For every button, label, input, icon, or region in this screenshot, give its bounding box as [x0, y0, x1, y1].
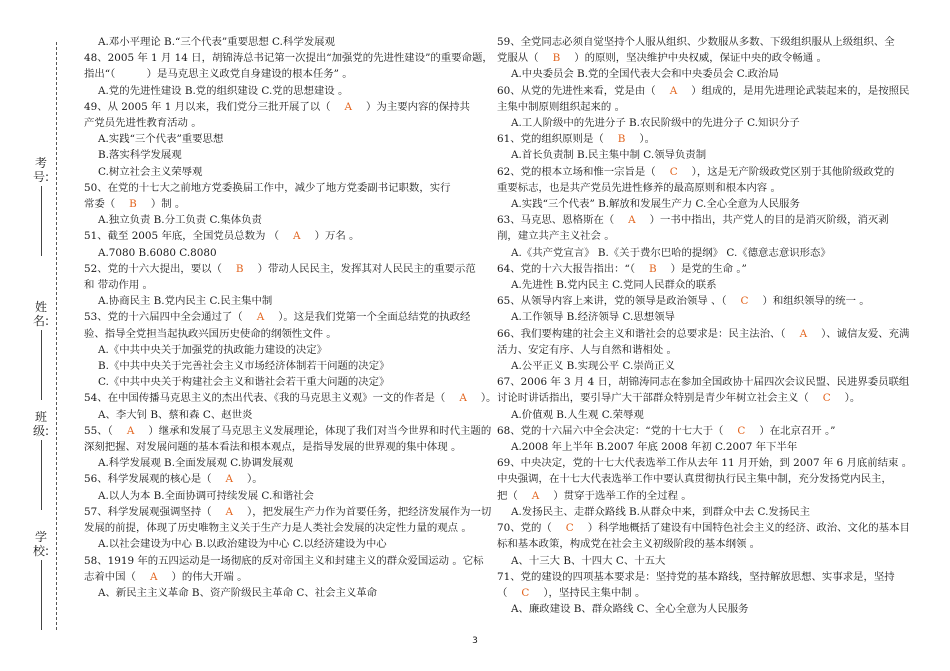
- school-label: 学校:: [32, 530, 50, 558]
- option-line: [84, 212, 496, 228]
- line-text-tail: ）。: [639, 133, 655, 146]
- question-line: [84, 504, 496, 520]
- line-text-tail: ）贯穿于选举工作的全过程 。: [553, 489, 692, 502]
- answer-mark: A: [669, 84, 678, 97]
- question-line: [84, 180, 496, 196]
- line-text: 把（: [497, 489, 518, 502]
- question-line: [84, 228, 496, 244]
- line-text: 指出“（: [84, 68, 116, 81]
- dashed-cut-line: [56, 42, 57, 630]
- answer-mark: A: [225, 505, 234, 518]
- line-text: A.党的先进性建设 B.党的组织建设 C.党的思想建设 。: [98, 84, 349, 97]
- line-text: 67、2006 年 3 月 4 日，胡锦涛同志在参加全国政协十届四次会议民盟、民进界委员联组: [497, 376, 910, 389]
- line-text: 发展的前提，体现了历史唯物主义关于生产力是人类社会发展的决定性力量的观点 。: [84, 522, 472, 535]
- line-text: A.价值观 B.人生观 C.荣辱观: [511, 408, 644, 421]
- question-line: [84, 520, 496, 536]
- line-text: 中央强调，在十七大代表选举工作中要认真贯彻执行民主集中制，充分发扬党内民主，: [497, 473, 892, 486]
- line-text: A.发扬民主、走群众路线 B.从群众中来，到群众中去 C.发扬民主: [511, 505, 810, 518]
- option-line: [497, 439, 922, 455]
- line-text: 71、党的建设的四项基本要求是：坚持党的基本路线，坚持解放思想、实事求是，坚持: [497, 570, 895, 583]
- question-line: [84, 326, 496, 342]
- question-line: [497, 83, 922, 99]
- line-text: 63、马克思、恩格斯在（: [497, 214, 615, 227]
- question-line: [84, 309, 496, 325]
- question-line: [497, 342, 922, 358]
- option-line: [497, 358, 922, 374]
- line-text-tail: ）。: [247, 473, 263, 486]
- line-text: 讨论时讲话指出，要引导广大干部群众特别是青少年树立社会主义（: [497, 392, 809, 405]
- question-line: [497, 326, 922, 342]
- line-text: 和 带动作用 。: [84, 279, 153, 292]
- line-text: A.先进性 B.党内民主 C.党同人民群众的联系: [511, 279, 717, 292]
- line-text-tail: ）为主要内容的保持共: [366, 100, 470, 113]
- line-text: 66、我们要构建的社会主义和谐社会的总要求是：民主法治、（: [497, 327, 786, 340]
- line-text: 59、全党同志必须自觉坚持个人服从组织、少数服从多数、下级组织服从上级组织、全: [497, 36, 895, 48]
- line-text: 51、截至 2005 年底，全国党员总数为 （: [84, 230, 280, 243]
- line-text: 常委（: [84, 198, 116, 211]
- option-line: [497, 601, 922, 617]
- line-text: A.工人阶级中的先进分子 B.农民阶级中的先进分子 C.知识分子: [511, 117, 800, 130]
- answer-mark: B: [129, 198, 137, 211]
- question-line: [497, 585, 922, 601]
- question-line: [497, 50, 922, 66]
- binding-margin: [0, 0, 68, 671]
- line-text-tail: ）制 。: [150, 198, 186, 211]
- line-text-tail: ）是党的生命 。”: [670, 262, 747, 275]
- line-text: 54、在中国传播马克思主义的杰出代表、《我的马克思主义观》一文的作者是（: [84, 392, 446, 405]
- option-line: [84, 455, 496, 471]
- line-text-tail: ）带动人民民主，发挥其对人民民主的重要示范: [257, 262, 476, 275]
- option-line: [84, 488, 496, 504]
- class-field: [32, 410, 50, 510]
- answer-mark: A: [293, 230, 301, 243]
- question-line: [497, 131, 922, 147]
- option-line: [497, 115, 922, 131]
- question-line: [497, 488, 922, 504]
- question-line: [84, 439, 496, 455]
- line-text-tail: ）。: [480, 392, 496, 405]
- question-line: [497, 471, 922, 487]
- line-text: 55、（: [84, 424, 113, 437]
- line-text: A.独立负责 B.分工负责 C.集体负责: [98, 214, 262, 227]
- school-line: [41, 560, 42, 630]
- line-text: 68、党的十六届六中全会决定：“党的十七大于（: [497, 424, 724, 437]
- line-text: 60、从党的先进性来看，党是由（: [497, 84, 656, 97]
- line-text: 深刻把握、对发展问题的基本看法和根本观点，是指导发展的世界观的集中体现 。: [84, 441, 462, 454]
- line-text-tail: ），坚持民主集中制 。: [543, 586, 646, 599]
- line-text: A.以社会建设为中心 B.以政治建设为中心 C.以经济建设为中心: [98, 538, 387, 551]
- line-text: 党服从（: [497, 52, 539, 65]
- answer-mark: A: [459, 392, 467, 405]
- option-line: [84, 585, 496, 601]
- question-line: [497, 536, 922, 552]
- option-line: [497, 504, 922, 520]
- line-text: B.《中共中央关于完善社会主义市场经济体制若干问题的决定》: [98, 360, 390, 373]
- left-column: [84, 34, 496, 601]
- line-text-tail: ）和组织领导的统一 。: [762, 295, 870, 308]
- option-line: [84, 245, 496, 261]
- question-line: [84, 471, 496, 487]
- exam-number-label: 考号:: [32, 156, 50, 184]
- line-text: A.首长负责制 B.民主集中制 C.领导负责制: [511, 149, 707, 162]
- line-text: 64、党的十六大报告指出：“（: [497, 262, 636, 275]
- answer-mark: A: [225, 473, 234, 486]
- line-text-tail: ）一书中指出，共产党人的目的是消灭阶级，消灭剥: [649, 214, 889, 227]
- line-text: 验、指导全党担当起执政兴国历史使命的纲领性文件 。: [84, 327, 337, 340]
- answer-mark: B: [617, 133, 626, 146]
- question-line: [497, 569, 922, 585]
- line-text: A.《共产党宣言》 B.《关于费尔巴哈的提纲》 C.《德意志意识形态》: [511, 246, 831, 259]
- line-text-tail: ）的原则，坚决维护中央权威，保证中央的政令畅通 。: [574, 52, 827, 65]
- option-line: [84, 131, 496, 147]
- question-line: [497, 293, 922, 309]
- option-line: [84, 374, 496, 390]
- line-text: C.《中共中央关于构建社会主义和谐社会若干重大问题的决定》: [98, 376, 390, 389]
- answer-mark: B: [235, 262, 244, 275]
- option-line: [84, 536, 496, 552]
- option-line: [497, 196, 922, 212]
- answer-mark: A: [344, 100, 353, 113]
- option-line: [84, 342, 496, 358]
- line-text: C.树立社会主义荣辱观: [98, 165, 203, 178]
- line-text: 产党员先进性教育活动 。: [84, 117, 202, 130]
- line-text: 57、科学发展观强调坚持（: [84, 505, 212, 518]
- line-text: 52、党的十六大提出，要以（: [84, 262, 222, 275]
- question-line: [84, 196, 496, 212]
- line-text: A.实践“三个代表”重要思想: [98, 133, 224, 146]
- answer-mark: [115, 68, 146, 80]
- answer-mark: C: [822, 392, 831, 405]
- option-line: [497, 553, 922, 569]
- line-text: 志着中国（: [84, 570, 136, 583]
- line-text: 61、党的组织原则是（: [497, 133, 604, 146]
- line-text-tail: ）科学地概括了建设有中国特色社会主义的经济、政治、文化的基本目: [587, 522, 910, 535]
- option-line: [84, 407, 496, 423]
- line-text-tail: ）是马克思主义政党自身建设的根本任务” 。: [146, 68, 353, 81]
- answer-mark: C: [737, 424, 746, 437]
- line-text: 标和基本政策，构成党在社会主义初级阶段的基本纲领 。: [497, 538, 761, 551]
- name-label: 姓名:: [32, 300, 50, 328]
- line-text: A、李大钊 B、蔡和森 C、赵世炎: [98, 408, 253, 421]
- question-line: [84, 423, 496, 439]
- question-line: [497, 99, 922, 115]
- answer-mark: B: [552, 52, 561, 65]
- line-text: 69、中央决定，党的十七大代表选举工作从去年 11 月开始，到 2007 年 6 月底前结束 。: [497, 457, 913, 470]
- class-label: 班级:: [32, 410, 50, 438]
- line-text: A.协商民主 B.党内民主 C.民主集中制: [98, 295, 273, 308]
- line-text: A.公平正义 B.实现公平 C.崇尚正义: [511, 360, 675, 373]
- line-text-tail: ）的伟大开端 。: [171, 570, 248, 583]
- question-line: [84, 50, 496, 66]
- line-text-tail: ）、诚信友爱、充满: [821, 327, 910, 340]
- answer-mark: C: [565, 522, 574, 535]
- exam-number-field: [32, 156, 50, 256]
- line-text: A.邓小平理论 B.“三个代表”重要思想 C.科学发展观: [98, 36, 335, 48]
- line-text-tail: ）。: [844, 392, 861, 405]
- line-text: A.2008 年上半年 B.2007 年底 2008 年初 C.2007 年下半年: [511, 441, 798, 454]
- question-line: [497, 212, 922, 228]
- line-text: A.《中共中央关于加强党的执政能力建设的决定》: [98, 343, 328, 356]
- option-line: [84, 293, 496, 309]
- option-line: [84, 358, 496, 374]
- question-line: [84, 553, 496, 569]
- line-text: A.科学发展观 B.全面发展观 C.协调发展观: [98, 457, 294, 470]
- answer-mark: A: [628, 214, 636, 227]
- line-text-tail: ），把发展生产力作为首要任务，把经济发展作为一切: [247, 505, 492, 518]
- name-field: [32, 300, 50, 400]
- option-line: [497, 66, 922, 82]
- question-line: [497, 34, 922, 50]
- question-line: [497, 390, 922, 406]
- question-line: [497, 164, 922, 180]
- answer-mark: B: [649, 262, 657, 275]
- school-field: [32, 530, 50, 630]
- answer-mark: A: [149, 570, 158, 583]
- line-text: A.中央委员会 B.党的全国代表大会和中央委员会 C.政治局: [511, 68, 779, 81]
- question-line: [84, 277, 496, 293]
- question-line: [84, 569, 496, 585]
- question-line: [497, 455, 922, 471]
- question-line: [497, 520, 922, 536]
- line-text: 49、从 2005 年 1 月以来，我们党分三批开展了以（: [84, 100, 331, 113]
- line-text: A、十三大 B、十四大 C、十五大: [511, 554, 666, 567]
- answer-mark: A: [531, 489, 540, 502]
- line-text-tail: ），这是无产阶级政党区别于其他阶级政党的: [691, 165, 895, 178]
- option-line: [84, 164, 496, 180]
- option-line: [497, 147, 922, 163]
- question-line: [84, 390, 496, 406]
- answer-mark: C: [669, 165, 678, 178]
- answer-mark: C: [740, 295, 749, 308]
- question-line: [84, 115, 496, 131]
- line-text: A、新民主主义革命 B、资产阶级民主革命 C、社会主义革命: [98, 586, 378, 599]
- option-line: [497, 245, 922, 261]
- right-column: [497, 34, 922, 617]
- line-text: 62、党的根本立场和惟一宗旨是（: [497, 165, 656, 178]
- question-line: [497, 228, 922, 244]
- line-text: 活力、安定有序、人与自然和谐相处 。: [497, 343, 677, 356]
- line-text: 53、党的十六届四中全会通过了（: [84, 311, 243, 324]
- line-text: 56、科学发展观的核心是（: [84, 473, 212, 486]
- line-text-tail: ）在北京召开 。”: [759, 424, 836, 437]
- question-line: [497, 180, 922, 196]
- question-line: [497, 261, 922, 277]
- answer-mark: C: [521, 586, 530, 599]
- line-text: 削，建立共产主义社会 。: [497, 230, 615, 243]
- line-text: 主集中制原则组织起来的 。: [497, 100, 625, 113]
- line-text: 70、党的（: [497, 522, 552, 535]
- option-line: [497, 407, 922, 423]
- line-text: （: [497, 586, 508, 599]
- option-line: [84, 147, 496, 163]
- line-text: A.以人为本 B.全面协调可持续发展 C.和谐社会: [98, 489, 314, 502]
- line-text-tail: ）。这是我们党第一个全面总结党的执政经: [278, 311, 471, 324]
- option-line: [84, 83, 496, 99]
- line-text: 48、2005 年 1 月 14 日，胡锦涛总书记第一次提出“加强党的先进性建设”的重要命题，: [84, 52, 493, 65]
- question-line: [84, 66, 496, 82]
- answer-mark: A: [126, 424, 135, 437]
- line-text: B.落实科学发展观: [98, 149, 182, 162]
- line-text-tail: ）继承和发展了马克思主义发展理论，体现了我们对当今世界和时代主题的: [148, 424, 492, 437]
- page-number: 3: [472, 636, 478, 646]
- exam-number-line: [41, 186, 42, 256]
- question-line: [84, 99, 496, 115]
- class-line: [41, 440, 42, 510]
- question-line: [497, 374, 922, 390]
- line-text: 65、从领导内容上来讲，党的领导是政治领导 、（: [497, 295, 727, 308]
- option-line: [497, 309, 922, 325]
- line-text: 50、在党的十七大之前地方党委换届工作中，减少了地方党委副书记职数，实行: [84, 181, 451, 194]
- line-text: A、廉政建设 B、群众路线 C、全心全意为人民服务: [511, 603, 749, 616]
- line-text: 重要标志，也是共产党员先进性修养的最高原则和根本内容 。: [497, 181, 781, 194]
- line-text-tail: ）组成的，是用先进理论武装起来的，是按照民: [691, 84, 910, 97]
- line-text: 58、1919 年的五四运动是一场彻底的反对帝国主义和封建主义的群众爱国运动 。它标: [84, 554, 484, 567]
- option-line: [497, 277, 922, 293]
- option-line: [84, 34, 496, 50]
- line-text-tail: ）万名 。: [314, 230, 360, 243]
- line-text: A.实践“三个代表” B.解放和发展生产力 C.全心全意为人民服务: [511, 198, 800, 211]
- line-text: A.7080 B.6080 C.8080: [98, 246, 217, 259]
- name-line: [41, 330, 42, 400]
- line-text: A.工作领导 B.经济领导 C.思想领导: [511, 311, 675, 324]
- answer-mark: A: [256, 311, 265, 324]
- question-line: [497, 423, 922, 439]
- question-line: [84, 261, 496, 277]
- answer-mark: A: [799, 327, 808, 340]
